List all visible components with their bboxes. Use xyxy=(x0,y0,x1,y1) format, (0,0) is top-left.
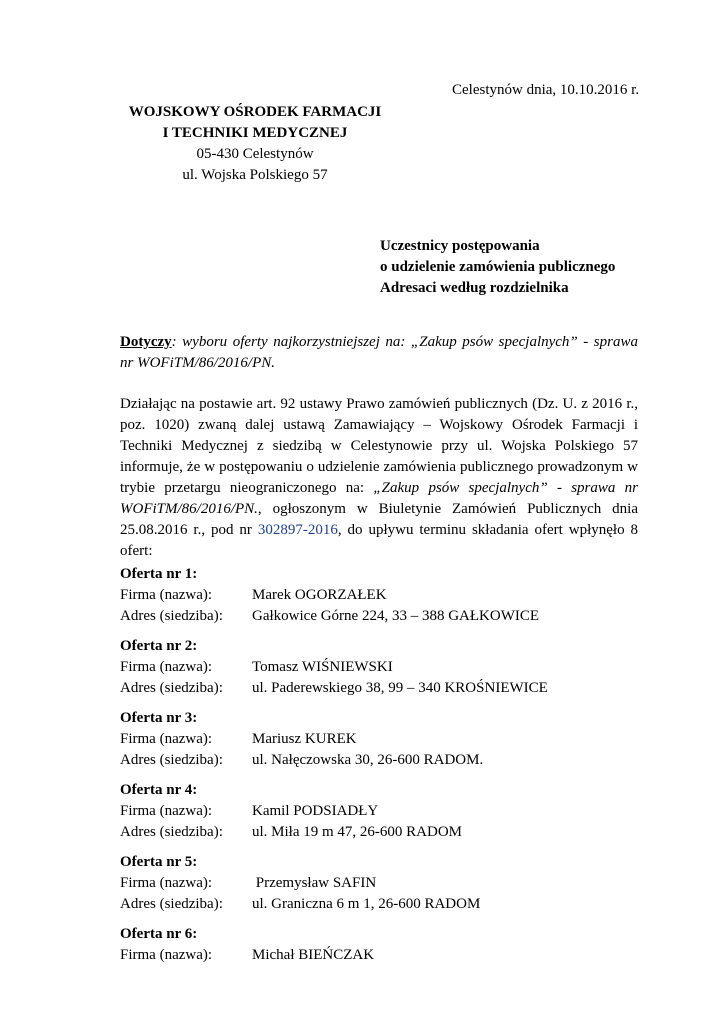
subject-paragraph xyxy=(120,332,638,374)
address-label: Adres (siedziba): xyxy=(120,752,223,768)
intro-part1: Działając na postawie art. 92 ustawy Prawo zamówień publicznych (Dz. U. z 2016 r., poz. 1020) zwaną dalej ustawą Zamawiający – Wojskowy Ośrodek Farmacji i Techniki Medycznej z siedzibą w Celestynowie przy ul. Wojska Polskiego 57 informuje, że w postępowaniu o udzielenie zamówienia publicznego prowadzonym w trybie przetargu nieograniczonego na: xyxy=(120,396,638,496)
recipients-line2: o udzielenie zamówienia publicznego xyxy=(380,259,616,275)
offer-item xyxy=(120,636,640,699)
recipients-line3: Adresaci według rozdzielnika xyxy=(380,280,569,296)
offer-firm-row xyxy=(120,657,640,678)
intro-italic-subject: „Zakup psów specjalnych” - sprawa nr WOFiTM/86/2016/PN. xyxy=(120,480,638,517)
place-date: Celestynów dnia, 10.10.2016 r. xyxy=(452,82,640,98)
offer-address-row xyxy=(120,894,640,915)
offer-firm-row xyxy=(120,801,640,822)
offer-firm-row xyxy=(120,873,640,894)
offer-item xyxy=(120,708,640,771)
address-value: ul. Graniczna 6 m 1, 26-600 RADOM xyxy=(252,896,481,912)
intro-part2: , ogłoszonym w Biuletynie Zamówień Publicznych dnia 25.08.2016 r., pod nr xyxy=(120,501,638,538)
offers-list xyxy=(120,564,640,975)
offer-title: Oferta nr 2: xyxy=(120,638,198,654)
offer-item xyxy=(120,924,640,966)
sender-street: ul. Wojska Polskiego 57 xyxy=(182,167,328,183)
firm-label: Firma (nazwa): xyxy=(120,731,213,747)
recipients-line1: Uczestnicy postępowania xyxy=(380,238,540,254)
firm-value: Michał BIEŃCZAK xyxy=(252,947,375,963)
address-label: Adres (siedziba): xyxy=(120,896,223,912)
address-value: ul. Paderewskiego 38, 99 – 340 KROŚNIEWICE xyxy=(252,680,548,696)
firm-value: Tomasz WIŚNIEWSKI xyxy=(252,659,393,675)
offer-item xyxy=(120,564,640,627)
offer-firm-row xyxy=(120,945,640,966)
sender-name-line1: WOJSKOWY OŚRODEK FARMACJI xyxy=(128,104,382,120)
offer-title: Oferta nr 3: xyxy=(120,710,198,726)
address-label: Adres (siedziba): xyxy=(120,608,223,624)
intro-paragraph xyxy=(120,394,638,562)
subject-label: Dotyczy xyxy=(120,334,172,350)
offer-title: Oferta nr 4: xyxy=(120,782,198,798)
subject-text: wyboru oferty najkorzystniejszej na: „Zakup psów specjalnych” - sprawa nr WOFiTM/86/2016/PN. xyxy=(120,334,638,371)
firm-value: Przemysław SAFIN xyxy=(252,875,377,891)
offer-title: Oferta nr 6: xyxy=(120,926,198,942)
sender-name-line2: I TECHNIKI MEDYCZNEJ xyxy=(162,125,348,141)
bzp-reference-number: 302897-2016 xyxy=(257,522,338,538)
offer-address-row xyxy=(120,822,640,843)
firm-label: Firma (nazwa): xyxy=(120,947,213,963)
recipients-block xyxy=(380,236,615,299)
offer-title: Oferta nr 5: xyxy=(120,854,198,870)
offer-address-row xyxy=(120,750,640,771)
offer-item xyxy=(120,780,640,843)
firm-label: Firma (nazwa): xyxy=(120,587,213,603)
offer-firm-row xyxy=(120,729,640,750)
offer-firm-row xyxy=(120,585,640,606)
sender-postal-code: 05-430 Celestynów xyxy=(196,146,314,162)
address-label: Adres (siedziba): xyxy=(120,824,223,840)
intro-part3: , do upływu terminu składania ofert wpłynęło 8 ofert: xyxy=(120,522,638,559)
offer-address-row xyxy=(120,678,640,699)
firm-value: Kamil PODSIADŁY xyxy=(252,803,379,819)
firm-label: Firma (nazwa): xyxy=(120,803,213,819)
address-value: ul. Miła 19 m 47, 26-600 RADOM xyxy=(252,824,462,840)
address-label: Adres (siedziba): xyxy=(120,680,223,696)
subject-colon: : xyxy=(171,334,177,350)
offer-address-row xyxy=(120,606,640,627)
offer-title: Oferta nr 1: xyxy=(120,566,198,582)
address-value: ul. Nałęczowska 30, 26-600 RADOM. xyxy=(252,752,484,768)
sender-block xyxy=(90,102,420,186)
firm-value: Mariusz KUREK xyxy=(252,731,357,747)
firm-label: Firma (nazwa): xyxy=(120,659,213,675)
offer-item xyxy=(120,852,640,915)
firm-label: Firma (nazwa): xyxy=(120,875,213,891)
firm-value: Marek OGORZAŁEK xyxy=(252,587,387,603)
address-value: Gałkowice Górne 224, 33 – 388 GAŁKOWICE xyxy=(252,608,540,624)
